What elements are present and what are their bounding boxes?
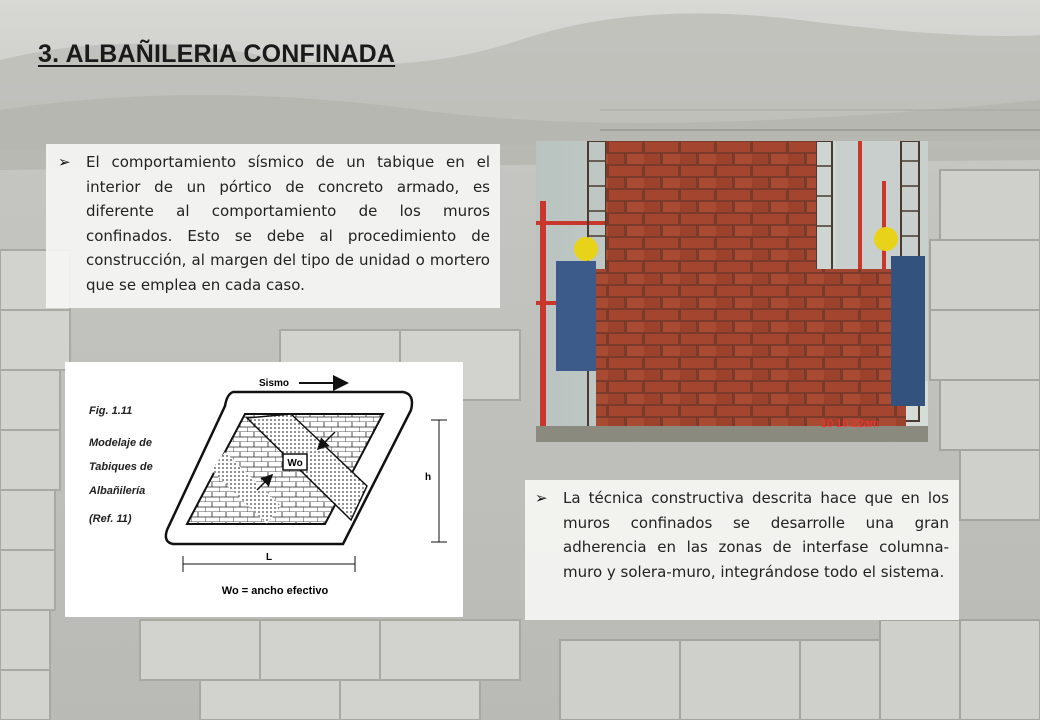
- photo-timestamp: 10 10:22am: [821, 418, 880, 430]
- figure-caption-line-4: (Ref. 11): [89, 513, 132, 525]
- sismo-label: Sismo: [259, 378, 290, 389]
- bullet-text-1: El comportamiento sísmico de un tabique en el interior de un pórtico de concreto armado, es diferente al comportamiento de los muros confinados. Esto se debe al procedimiento de construcción, al margen del tipo de unidad o mortero que se emplea en cada caso.: [86, 153, 490, 294]
- figure-number: Fig. 1.11: [89, 405, 133, 417]
- slide-title: 3. ALBAÑILERIA CONFINADA: [38, 40, 396, 68]
- l-label: L: [265, 552, 273, 563]
- text-box-behavior: [46, 144, 500, 308]
- h-label: h: [425, 472, 432, 483]
- wo-label: Wo: [287, 458, 303, 469]
- bullet-arrow-icon: ➢: [535, 489, 548, 507]
- figure-caption-line-3: Albañilería: [89, 485, 146, 497]
- construction-photo: [536, 141, 928, 442]
- text-box-adherence: [525, 480, 959, 620]
- bullet-text-2: La técnica constructiva descrita hace que en los muros confinados se desarrolle una gran adherencia en las zonas de interfase columna-muro y solera-muro, integrándose todo el sistema.: [563, 489, 949, 581]
- bullet-arrow-icon: ➢: [58, 153, 71, 171]
- figure-caption-line-2: Tabiques de: [89, 461, 153, 473]
- figure-bottom-label: Wo = ancho efectivo: [221, 585, 329, 597]
- figure-caption-line-1: Modelaje de: [89, 437, 152, 449]
- figure-diagram: [65, 362, 463, 617]
